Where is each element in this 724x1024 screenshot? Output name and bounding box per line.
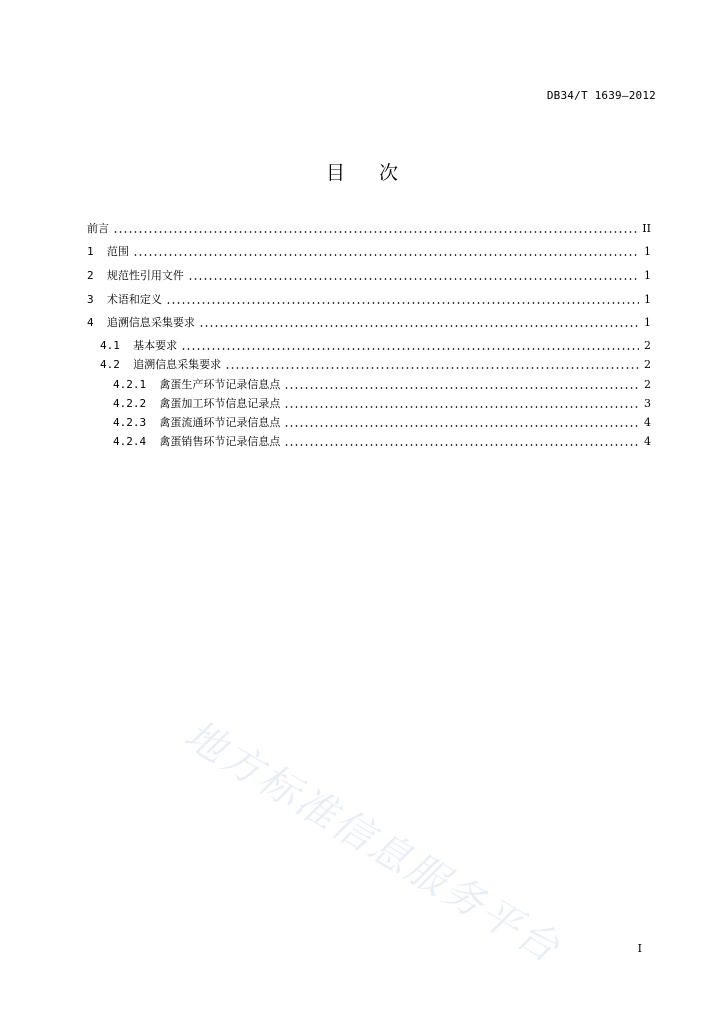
- toc-page-number: 2: [644, 339, 651, 352]
- toc-entry-4-2-4[interactable]: [113, 433, 651, 449]
- toc-label: 禽蛋生产环节记录信息点: [159, 378, 281, 391]
- toc-number: 4: [87, 316, 107, 329]
- toc-page-number: 1: [644, 293, 651, 306]
- toc-entry-1[interactable]: [87, 243, 651, 259]
- toc-leader-dots: [284, 444, 639, 446]
- toc-label: 基本要求: [133, 339, 178, 352]
- toc-number: 4.2.1: [113, 378, 160, 391]
- toc-leader-dots: [133, 254, 639, 256]
- toc-page-number: II: [642, 222, 651, 235]
- toc-label: 范围: [106, 245, 129, 258]
- toc-label: 规范性引用文件: [106, 269, 184, 282]
- toc-entry-4-1[interactable]: [100, 337, 651, 353]
- toc-leader-dots: [284, 425, 639, 427]
- toc-number: 4.2.3: [113, 416, 160, 429]
- toc-number: 4.2.2: [113, 397, 160, 410]
- toc-label: 术语和定义: [106, 293, 162, 306]
- toc-entry-2[interactable]: [87, 267, 651, 283]
- toc-page-number: 4: [644, 435, 651, 448]
- title-char-1: 目: [325, 162, 345, 184]
- document-code: DB34/T 1639—2012: [546, 89, 656, 102]
- watermark: 地方标准信息服务平台: [176, 711, 569, 973]
- toc-leader-dots: [188, 278, 639, 280]
- toc-page-number: 2: [644, 358, 651, 371]
- toc-entry-foreword[interactable]: [87, 220, 651, 236]
- toc-leader-dots: [181, 348, 639, 350]
- toc-number: 4.2.4: [113, 435, 160, 448]
- toc-entry-4-2-3[interactable]: [113, 414, 651, 430]
- toc-page-number: 1: [644, 269, 651, 282]
- toc-page-number: 2: [644, 378, 651, 391]
- toc-page-number: 1: [644, 316, 651, 329]
- footer-page-number: I: [637, 942, 642, 955]
- toc-number: 4.2: [100, 358, 134, 371]
- toc-number: 3: [87, 293, 107, 306]
- toc-leader-dots: [199, 325, 639, 327]
- toc-label: 前言: [87, 222, 109, 235]
- toc-label: 禽蛋销售环节记录信息点: [159, 435, 281, 448]
- toc-label: 禽蛋流通环节记录信息点: [159, 416, 281, 429]
- toc-entry-4[interactable]: [87, 314, 651, 330]
- toc-leader-dots: [166, 302, 639, 304]
- toc-number: 2: [87, 269, 107, 282]
- toc-entry-4-2-2[interactable]: [113, 395, 651, 411]
- toc-page-number: 1: [644, 245, 651, 258]
- toc-leader-dots: [284, 387, 639, 389]
- toc-page-number: 4: [644, 416, 651, 429]
- toc-label: 追溯信息采集要求: [106, 316, 195, 329]
- title-char-2: 次: [379, 162, 399, 184]
- toc-number: 4.1: [100, 339, 134, 352]
- toc-page-number: 3: [644, 397, 651, 410]
- toc-entry-3[interactable]: [87, 291, 651, 307]
- toc-entry-4-2-1[interactable]: [113, 376, 651, 392]
- toc-label: 禽蛋加工环节信息记录点: [159, 397, 281, 410]
- toc-entry-4-2[interactable]: [100, 356, 651, 372]
- toc-leader-dots: [113, 231, 638, 233]
- toc-leader-dots: [284, 406, 639, 408]
- toc-label: 追溯信息采集要求: [133, 358, 222, 371]
- toc-leader-dots: [225, 367, 639, 369]
- toc-number: 1: [87, 245, 107, 258]
